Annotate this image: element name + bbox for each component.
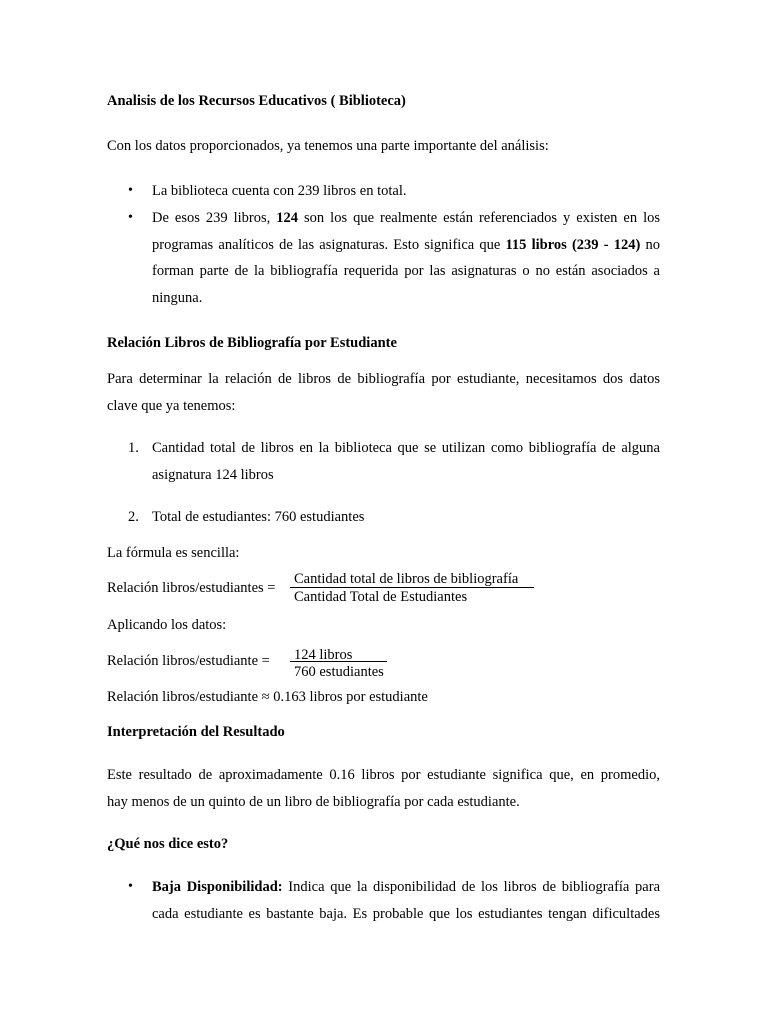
apply-label: Relación libros/estudiante = xyxy=(107,653,270,669)
bold-run: 115 libros (239 - 124) xyxy=(505,237,641,253)
list-item-line: forman parte de la bibliografía requerida por las asignaturas o no están asociados a xyxy=(152,263,660,279)
list-number: 1. xyxy=(128,440,139,456)
bullet-marker: • xyxy=(128,210,133,225)
fraction-bar xyxy=(290,661,387,662)
intro-paragraph: Con los datos proporcionados, ya tenemos una parte importante del análisis: xyxy=(107,138,549,154)
text-run: no xyxy=(640,237,661,253)
formula-intro: La fórmula es sencilla: xyxy=(107,545,240,561)
text-run: De esos 239 libros, xyxy=(152,210,277,226)
apply-denominator: 760 estudiantes xyxy=(294,664,384,680)
numbered-item-line: asignatura 124 libros xyxy=(152,467,274,483)
list-item xyxy=(152,878,660,896)
text-run: Indica que la disponibilidad de los libros de bibliografía para xyxy=(282,879,660,895)
bullet-marker: • xyxy=(128,183,133,198)
bold-run: Baja Disponibilidad: xyxy=(152,879,283,895)
formula-numerator: Cantidad total de libros de bibliografía xyxy=(294,571,519,587)
section-heading: Relación Libros de Bibliografía por Estudiante xyxy=(107,335,397,351)
list-item xyxy=(152,209,660,227)
bold-run: 124 xyxy=(276,210,299,226)
section-heading: ¿Qué nos dice esto? xyxy=(107,836,229,852)
result-line: Relación libros/estudiante ≈ 0.163 libros por estudiante xyxy=(107,689,428,705)
list-item-line: cada estudiante es bastante baja. Es probable que los estudiantes tengan dificultades xyxy=(152,906,660,922)
document-title: Analisis de los Recursos Educativos ( Biblioteca) xyxy=(107,93,406,109)
apply-numerator: 124 libros xyxy=(294,647,353,663)
text-run: programas analíticos de las asignaturas. Esto significa que xyxy=(152,237,506,253)
formula-label: Relación libros/estudiantes = xyxy=(107,580,276,596)
text-run: son los que realmente están referenciados y existen en los xyxy=(298,210,660,226)
paragraph-line: clave que ya tenemos: xyxy=(107,398,236,414)
section-heading: Interpretación del Resultado xyxy=(107,724,285,740)
list-item-line: ninguna. xyxy=(152,290,203,306)
formula-denominator: Cantidad Total de Estudiantes xyxy=(294,589,468,605)
apply-intro: Aplicando los datos: xyxy=(107,617,227,633)
bullet-marker: • xyxy=(128,879,133,894)
paragraph-line: Este resultado de aproximadamente 0.16 libros por estudiante significa que, en promedio, xyxy=(107,767,660,783)
list-item-line xyxy=(152,236,660,254)
numbered-item: Total de estudiantes: 760 estudiantes xyxy=(152,509,365,525)
list-number: 2. xyxy=(128,509,139,525)
paragraph-line: hay menos de un quinto de un libro de bibliografía por cada estudiante. xyxy=(107,794,520,810)
numbered-item: Cantidad total de libros en la biblioteca que se utilizan como bibliografía de alguna xyxy=(152,440,660,456)
paragraph-line: Para determinar la relación de libros de bibliografía por estudiante, necesitamos dos datos xyxy=(107,371,660,387)
list-item: La biblioteca cuenta con 239 libros en total. xyxy=(152,183,407,199)
